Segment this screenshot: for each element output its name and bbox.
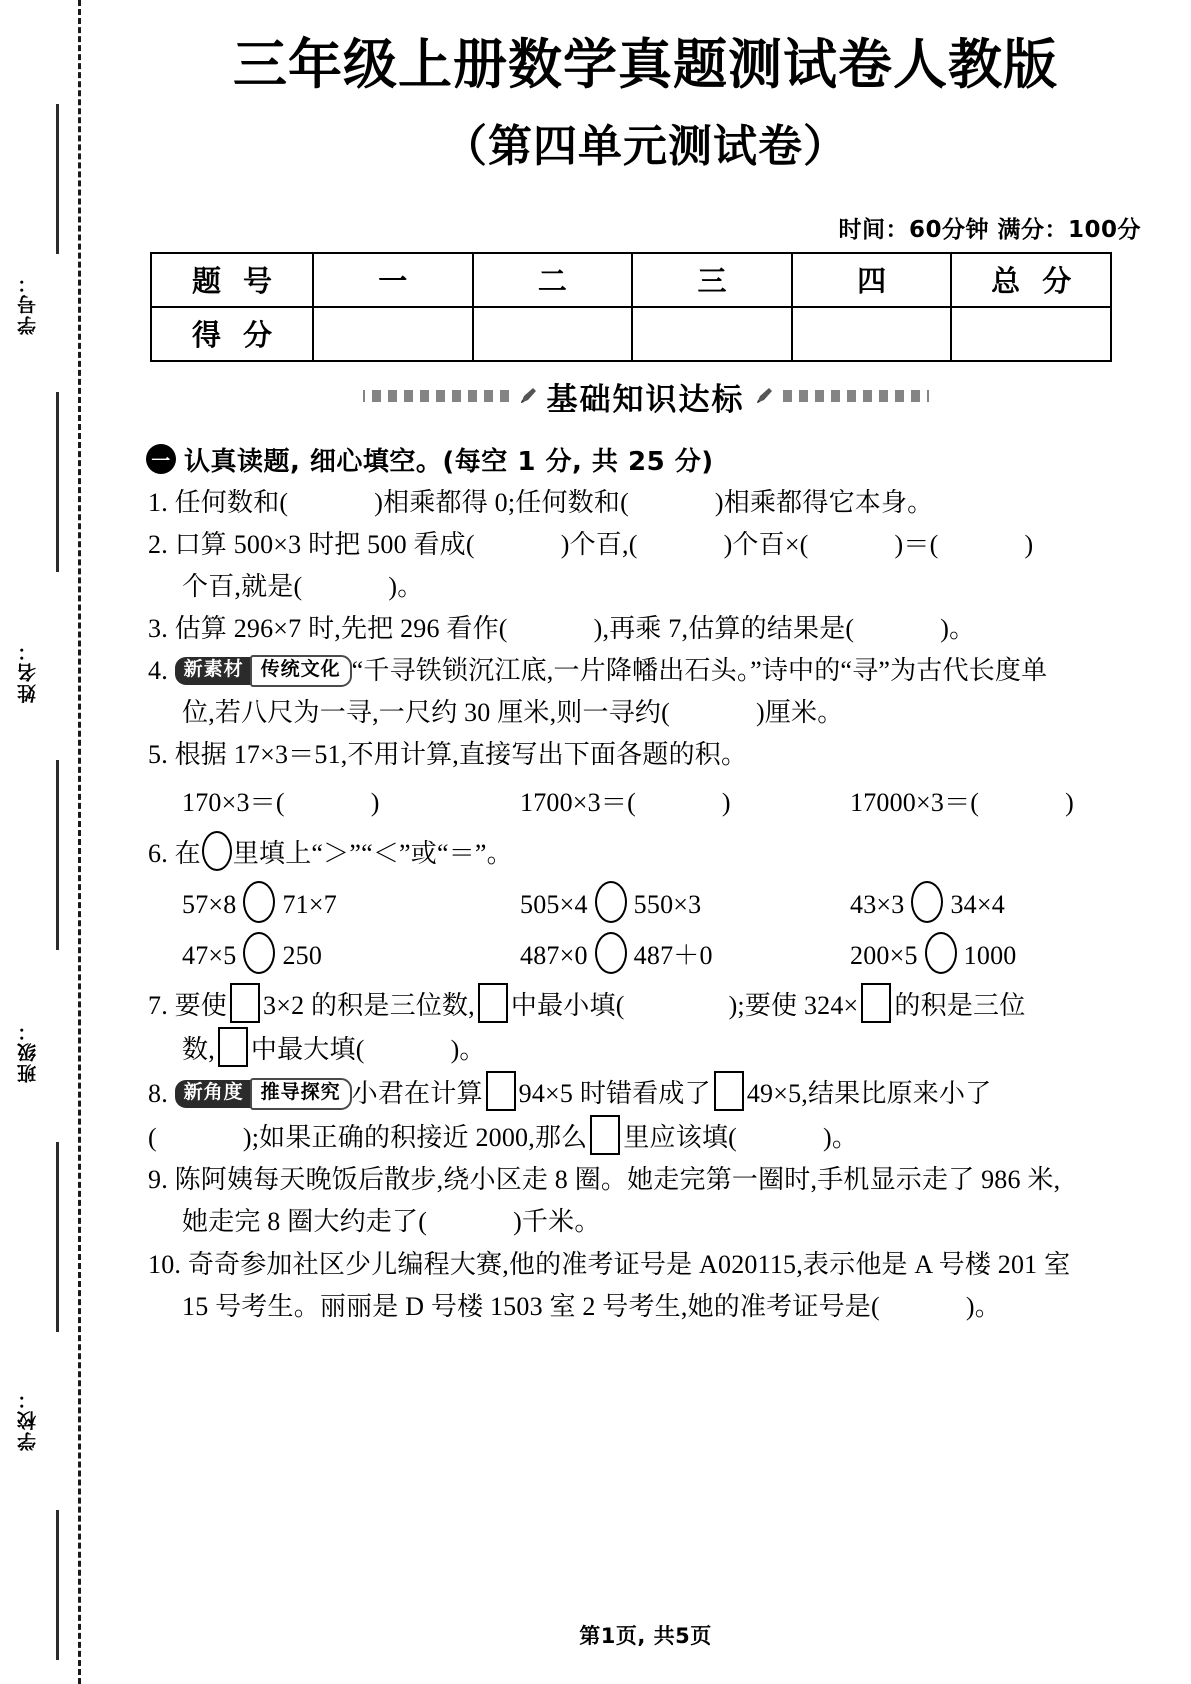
expression-left: 200×5 [850, 940, 918, 970]
question-text: )相乘都得它本身。 [714, 487, 934, 517]
expression-left: 57×8 [182, 889, 237, 919]
expression-right: 34×4 [950, 889, 1005, 919]
comparison-circle[interactable] [911, 881, 943, 923]
question-text: 要使 [174, 990, 228, 1020]
question-text: 数, [182, 1035, 215, 1064]
question-text: 任何数和( [174, 487, 289, 517]
margin-divider [56, 104, 59, 254]
comparison-circle[interactable] [243, 932, 275, 974]
question-number: 3. [148, 614, 168, 644]
expression-right: 1000 [963, 940, 1017, 970]
question-text: 3×2 的积是三位数, [263, 990, 475, 1020]
question-6-row-1 [148, 881, 1155, 926]
question-number: 1. [148, 487, 168, 517]
question-text: 陈阿姨每天晚饭后散步,绕小区走 8 圈。她走完第一圈时,手机显示走了 986 米, [174, 1165, 1061, 1195]
question-text: 94×5 时错看成了 [518, 1079, 711, 1109]
badge-traditional-culture: 传统文化 [250, 655, 352, 687]
question-text: )。 [450, 1035, 486, 1064]
answer-box[interactable] [218, 1027, 248, 1067]
pencil-icon [755, 387, 773, 405]
group-heading-text: 认真读题, 细心填空。(每空 1 分, 共 25 分) [184, 446, 714, 477]
question-text: 估算 296×7 时,先把 296 看作( [174, 614, 508, 644]
question-number: 7. [148, 990, 168, 1020]
question-item-2 [148, 524, 1155, 608]
margin-label-school: 学校： [17, 1388, 39, 1451]
score-cell-1[interactable] [313, 307, 473, 361]
question-item-8 [148, 1071, 1155, 1159]
question-text: 位,若八尺为一寻,一尺约 30 厘米,则一寻约( [182, 698, 670, 728]
question-text: )千米。 [513, 1207, 601, 1237]
left-margin-strip [0, 0, 100, 1684]
question-text: )。 [965, 1291, 1001, 1321]
score-table-header-3: 三 [632, 253, 792, 307]
question-text: 49×5,结果比原来小了 [746, 1079, 992, 1109]
question-item-10 [148, 1244, 1155, 1328]
question-text: 中最大填( [250, 1035, 365, 1064]
expression-right: 71×7 [282, 889, 337, 919]
question-item-4 [148, 650, 1155, 734]
group-number-badge: 一 [146, 444, 176, 474]
questions-list [148, 482, 1155, 1328]
question-text: );如果正确的积接近 2000,那么 [242, 1123, 588, 1153]
question-text: )厘米。 [755, 698, 844, 728]
question-item-1 [148, 482, 1155, 524]
question-number: 5. [148, 740, 168, 770]
score-table-label-question-no: 题 号 [151, 253, 313, 307]
question-number: 4. [148, 656, 168, 686]
score-table-header-4: 四 [792, 253, 952, 307]
question-5-answer-row [148, 782, 1155, 824]
answer-box[interactable] [230, 983, 260, 1023]
question-text: ) [1024, 529, 1034, 559]
question-text: 15 号考生。丽丽是 D 号楼 1503 室 2 号考生,她的准考证号是( [182, 1291, 880, 1321]
cut-line-dashed [78, 0, 81, 1684]
question-text: )。 [388, 571, 424, 601]
expression-left: 43×3 [850, 889, 905, 919]
question-text: )。 [823, 1123, 859, 1153]
question-text: )相乘都得 0;任何数和( [374, 487, 629, 517]
expression-close: ) [721, 788, 731, 818]
question-text: “千寻铁锁沉江底,一片降幡出石头。”诗中的“寻”为古代长度单 [351, 656, 1048, 686]
page-title: 三年级上册数学真题测试卷人教版 [233, 33, 1058, 96]
comparison-circle[interactable] [595, 881, 627, 923]
comparison-circle[interactable] [243, 881, 275, 923]
question-text: 她走完 8 圈大约走了( [182, 1207, 428, 1237]
question-number: 9. [148, 1165, 168, 1195]
expression-right: 487＋0 [633, 940, 713, 970]
expression: 170×3＝( [182, 788, 285, 818]
score-table-header-2: 二 [473, 253, 633, 307]
expression: 1700×3＝( [520, 788, 636, 818]
page-subtitle: （第四单元测试卷） [443, 121, 848, 173]
score-cell-2[interactable] [473, 307, 633, 361]
expression-right: 550×3 [633, 889, 702, 919]
question-text: )个百×( [723, 529, 809, 559]
answer-box[interactable] [714, 1071, 744, 1111]
question-number: 8. [148, 1079, 168, 1109]
comparison-circle[interactable] [202, 831, 232, 871]
table-row [151, 307, 1111, 361]
answer-box[interactable] [861, 983, 891, 1023]
expression-close: ) [1065, 788, 1074, 818]
question-text: 奇奇参加社区少儿编程大赛,他的准考证号是 A020115,表示他是 A 号楼 201 室 [187, 1249, 1071, 1279]
score-table-header-1: 一 [313, 253, 473, 307]
question-text: );要使 324× [728, 990, 859, 1020]
question-group-heading [146, 441, 1155, 478]
question-text: 根据 17×3＝51,不用计算,直接写出下面各题的积。 [174, 740, 748, 770]
answer-box[interactable] [478, 983, 508, 1023]
question-text: 里填上“＞”“＜”或“＝”。 [232, 838, 513, 868]
score-table-header-total: 总 分 [951, 253, 1111, 307]
question-number: 6. [148, 838, 168, 868]
expression-close: ) [370, 788, 380, 818]
question-text: 小君在计算 [351, 1079, 483, 1109]
section-banner [136, 374, 1155, 419]
answer-box[interactable] [590, 1115, 620, 1155]
badge-new-material: 新素材 [175, 657, 253, 685]
question-6-row-2 [148, 932, 1155, 977]
margin-divider [56, 760, 59, 950]
comparison-circle[interactable] [595, 932, 627, 974]
table-row [151, 253, 1111, 307]
badge-new-angle: 新角度 [175, 1080, 253, 1108]
banner-dashes-left [363, 390, 509, 402]
score-table-label-score: 得 分 [151, 307, 313, 361]
question-text: 口算 500×3 时把 500 看成( [174, 529, 475, 559]
score-cell-total[interactable] [951, 307, 1111, 361]
margin-divider [56, 1142, 59, 1332]
margin-label-name: 姓名： [17, 640, 39, 703]
margin-divider [56, 1510, 59, 1660]
question-item-7 [148, 983, 1155, 1071]
question-item-3 [148, 608, 1155, 650]
expression: 17000×3＝( [850, 788, 980, 818]
question-text: 里应该填( [623, 1123, 738, 1153]
badge-derivation-inquiry: 推导探究 [250, 1078, 352, 1110]
pencil-icon [519, 387, 537, 405]
exam-meta-info: 时间：60分钟 满分：100分 [838, 216, 1141, 243]
expression-left: 505×4 [520, 889, 588, 919]
question-text: )。 [940, 614, 976, 644]
question-text: 中最小填( [510, 990, 625, 1020]
question-text: 的积是三位 [894, 990, 1026, 1020]
question-number: 2. [148, 529, 168, 559]
expression-left: 487×0 [520, 940, 588, 970]
question-text: )个百,( [560, 529, 638, 559]
question-text: 在 [174, 838, 201, 868]
question-text: )＝( [894, 529, 939, 559]
question-text: 个百,就是( [182, 571, 303, 601]
score-cell-4[interactable] [792, 307, 952, 361]
question-text: ),再乘 7,估算的结果是( [593, 614, 855, 644]
score-table [150, 252, 1112, 362]
question-item-5 [148, 734, 1155, 824]
question-item-6 [148, 831, 1155, 977]
exam-page [100, 0, 1191, 1684]
question-item-9 [148, 1159, 1155, 1243]
question-text: ( [148, 1123, 157, 1153]
comparison-circle[interactable] [925, 932, 957, 974]
expression-left: 47×5 [182, 940, 237, 970]
margin-divider [56, 392, 59, 572]
answer-box[interactable] [486, 1071, 516, 1111]
score-cell-3[interactable] [632, 307, 792, 361]
page-footer: 第1页, 共5页 [579, 1624, 712, 1648]
margin-label-student-id: 学号： [17, 272, 39, 335]
banner-dashes-right [783, 390, 929, 402]
margin-label-class: 班级： [17, 1020, 39, 1083]
expression-right: 250 [282, 940, 323, 970]
section-banner-title: 基础知识达标 [546, 381, 745, 418]
question-number: 10. [148, 1249, 182, 1279]
